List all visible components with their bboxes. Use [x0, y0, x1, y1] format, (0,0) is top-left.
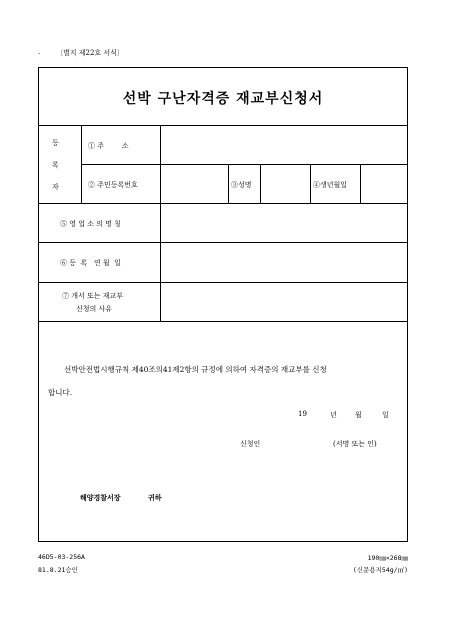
- rule-birth-label-left: [310, 164, 311, 203]
- address-label: ① 주 소: [88, 142, 129, 150]
- business-name-label: ⑤ 영 업 소 의 명 칭: [60, 220, 121, 228]
- registrant-char-3: 자: [52, 183, 59, 191]
- registration-date-label: ⑥ 등 록 연 월 일: [60, 259, 121, 267]
- rule-address-bottom: [81, 164, 408, 165]
- approval-date: 81.8.21승인: [38, 566, 78, 574]
- form-size: 190㎜×268㎜: [367, 554, 408, 562]
- reason-label-line2: 신청의 사유: [76, 305, 113, 313]
- name-label: ③성명: [231, 181, 252, 189]
- rule-name-label-left: [228, 164, 229, 203]
- form-reference: 〔별지 제22호 서식〕: [56, 49, 124, 57]
- rule-registrant-col: [81, 125, 82, 203]
- statement-line1: 선박안전법시행규칙 제40조의41제2항의 규정에 의하여 자격증의 재교부를 신청: [64, 365, 327, 374]
- applicant-label: 신청인: [240, 440, 261, 448]
- rule-label-col: [160, 125, 161, 321]
- date-day-unit: 일: [382, 411, 389, 419]
- header-dot: .: [38, 48, 41, 56]
- rule-registrant-bottom: [38, 203, 408, 204]
- rule-reason-bottom: [38, 321, 408, 322]
- date-year-unit: 년: [330, 411, 337, 419]
- reason-label-line1: ⑦ 개서 또는 재교부: [62, 292, 124, 300]
- rule-business-bottom: [38, 242, 408, 243]
- statement-line2: 합니다.: [48, 388, 73, 397]
- rule-birth-label-right: [360, 164, 361, 203]
- rule-regdate-bottom: [38, 282, 408, 283]
- rule-title-bottom: [38, 125, 408, 126]
- date-month-unit: 월: [355, 411, 362, 419]
- date-year: 19: [298, 410, 307, 418]
- registrant-char-2: 록: [52, 161, 59, 169]
- applicant-signature: (서명 또는 인): [333, 440, 377, 448]
- resident-id-label: ② 주민등록번호: [88, 181, 138, 189]
- form-title: 선박 구난자격증 재교부신청서: [122, 91, 324, 107]
- birthdate-label: ④생년월일: [313, 181, 348, 189]
- recipient-suffix: 귀하: [148, 493, 162, 502]
- form-code: 46D5-03-256A: [38, 553, 85, 561]
- registrant-char-1: 등: [52, 139, 59, 147]
- rule-name-label-right: [260, 164, 261, 203]
- paper-spec: (신문용지54g/㎡): [352, 566, 408, 574]
- recipient-name: 해양경찰서장: [80, 493, 121, 502]
